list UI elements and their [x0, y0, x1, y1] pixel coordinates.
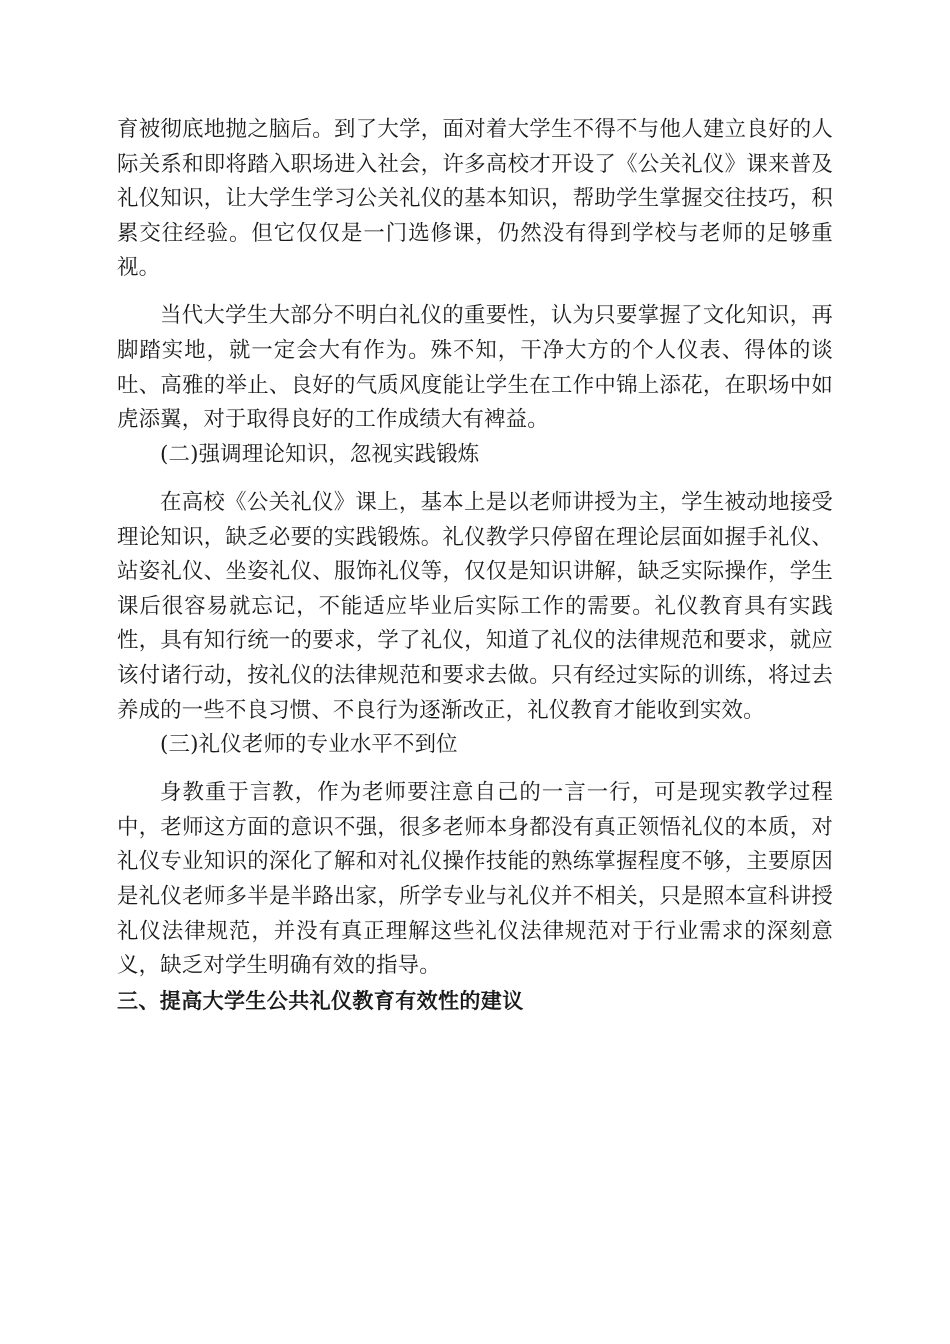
- paragraph-continuation: 育被彻底地抛之脑后。到了大学，面对着大学生不得不与他人建立良好的人际关系和即将踏入职场进入社会，许多高校才开设了《公关礼仪》课来普及礼仪知识，让大学生学习公关礼仪的基本知识，帮助学生掌握交往技巧，积累交往经验。但它仅仅是一门选修课，仍然没有得到学校与老师的足够重视。: [117, 117, 833, 281]
- subheading-theory-vs-practice: (二)强调理论知识，忽视实践锻炼: [160, 441, 480, 467]
- document-page: [117, 113, 833, 1018]
- section-heading-suggestions: 三、提高大学生公共礼仪教育有效性的建议: [117, 988, 524, 1013]
- paragraph-practice: 在高校《公关礼仪》课上，基本上是以老师讲授为主，学生被动地接受理论知识，缺乏必要的实践锻炼。礼仪教学只停留在理论层面如握手礼仪、站姿礼仪、坐姿礼仪、服饰礼仪等，仅仅是知识讲解，缺乏实际操作，学生课后很容易就忘记，不能适应毕业后实际工作的需要。礼仪教育具有实践性，具有知行统一的要求，学了礼仪，知道了礼仪的法律规范和要求，就应该付诸行动，按礼仪的法律规范和要求去做。只有经过实际的训练，将过去养成的一些不良习惯、不良行为逐渐改正，礼仪教育才能收到实效。: [117, 489, 833, 723]
- paragraph-teacher: 身教重于言教，作为老师要注意自己的一言一行，可是现实教学过程中，老师这方面的意识不强，很多老师本身都没有真正领悟礼仪的本质，对礼仪专业知识的深化了解和对礼仪操作技能的熟练掌握程度不够，主要原因是礼仪老师多半是半路出家，所学专业与礼仪并不相关，只是照本宣科讲授礼仪法律规范，并没有真正理解这些礼仪法律规范对于行业需求的深刻意义，缺乏对学生明确有效的指导。: [117, 780, 833, 979]
- paragraph-importance: 当代大学生大部分不明白礼仪的重要性，认为只要掌握了文化知识，再脚踏实地，就一定会大有作为。殊不知，干净大方的个人仪表、得体的谈吐、高雅的举止、良好的气质风度能让学生在工作中锦上添花，在职场中如虎添翼，对于取得良好的工作成绩大有裨益。: [117, 303, 833, 433]
- subheading-teacher-level: (三)礼仪老师的专业水平不到位: [160, 732, 458, 758]
